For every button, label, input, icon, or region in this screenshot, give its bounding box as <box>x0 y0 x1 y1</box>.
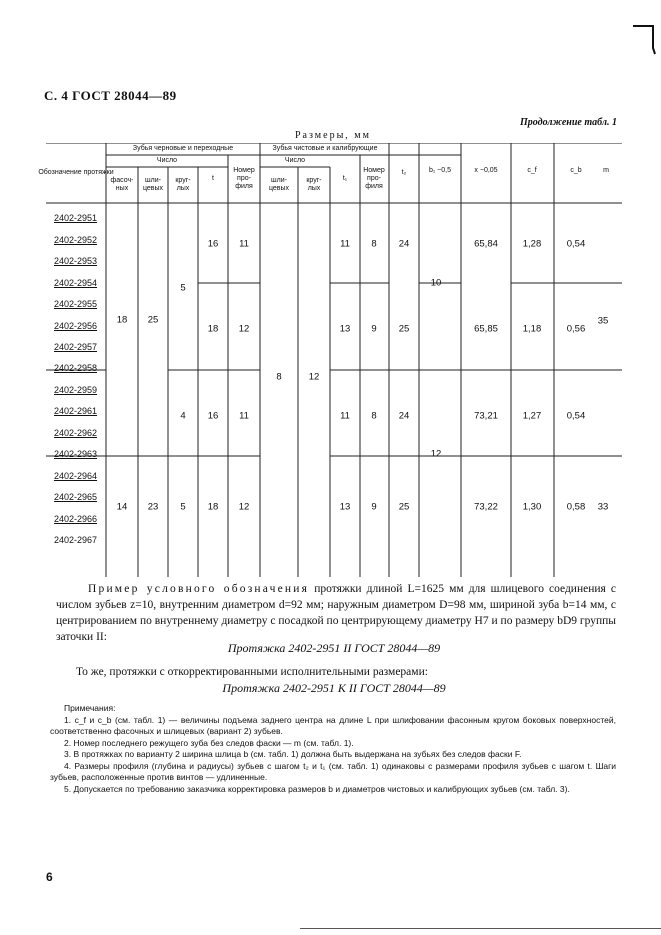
spline-count-b: 23 <box>147 501 159 513</box>
m-2: 33 <box>597 501 609 513</box>
cb-header: c_b <box>570 167 582 174</box>
pitch-t1-4: 13 <box>339 501 351 513</box>
cb-1: 0,54 <box>566 238 586 250</box>
example-body: протяжки длиной L=1625 мм для шлицевого соединения с числом зубьев z=10, внутренним диаметром d=92 мм; наружным диаметром D=98 мм, шириной зуба b=14 мм, с центрированием по внутреннему диаметру с посадкой по центрирующему диаметру H7 и по размеру bD9 группы заточки II: <box>56 583 616 643</box>
chamfer-count-header: фасоч- ных <box>110 177 134 192</box>
designation-2966: 2402-2966 <box>54 514 98 524</box>
bottom-rule <box>300 928 661 929</box>
designation-2965: 2402-2965 <box>54 492 98 502</box>
spline-count-header: шли- цевых <box>142 177 164 192</box>
profile-no-1: 11 <box>239 238 249 250</box>
pitch-t1-header: t₁ <box>342 175 348 182</box>
profile-no-2: 12 <box>238 323 250 335</box>
example-designation: Протяжка 2402-2951 II ГОСТ 28044—89 <box>227 641 441 655</box>
designation-2967: 2402-2967 <box>54 535 98 545</box>
note-5: 5. Допускается по требованию заказчика корректировка размеров b и диаметров чистовых и калибрующих зубьев (см. табл. 3). <box>64 783 570 794</box>
note-1: 1. c_f и c_b (см. табл. 1) — величины подъема заднего центра на длине L при шлифовании фасонным кругом боковых поверхностей, соответственно фасочных и шлицевых (вариант 2) зубьев. <box>50 714 616 736</box>
designation-2951: 2402-2951 <box>54 213 98 223</box>
designation-2953: 2402-2953 <box>54 256 98 266</box>
designation-2958: 2402-2958 <box>54 363 98 373</box>
designation-2955: 2402-2955 <box>54 299 98 309</box>
designation-2963: 2402-2963 <box>54 449 98 459</box>
round-count-a: 5 <box>180 282 186 294</box>
same-corrected-line: То же, протяжки с откорректированными исполнительными размерами: <box>76 666 428 678</box>
x-1: 65,84 <box>474 238 498 250</box>
x-2: 65,85 <box>474 323 498 335</box>
designation-header: Обозначение протяжки <box>38 169 114 176</box>
b1-b: 12 <box>430 448 442 460</box>
cf-3: 1,27 <box>522 410 542 422</box>
example-title: Пример условного обозначения <box>88 583 310 595</box>
profile-finish-1: 8 <box>371 238 377 250</box>
notes-title: Примечания: <box>64 703 116 713</box>
pitch-t2-1: 24 <box>398 238 410 250</box>
cf-1: 1,28 <box>522 238 542 250</box>
pitch-t2-2: 25 <box>398 323 410 335</box>
designation-2961: 2402-2961 <box>54 406 98 416</box>
cf-2: 1,18 <box>522 323 542 335</box>
corrected-designation: Протяжка 2402-2951 К II ГОСТ 28044—89 <box>222 681 446 695</box>
cb-3: 0,54 <box>566 410 586 422</box>
designation-2964: 2402-2964 <box>54 471 98 481</box>
table-continuation-label: Продолжение табл. 1 <box>519 117 617 128</box>
example-paragraph <box>56 581 616 645</box>
pitch-t2-header: t₂ <box>401 169 407 176</box>
designation-2956: 2402-2956 <box>54 321 98 331</box>
pitch-t-1: 16 <box>207 238 219 250</box>
page-reference: С. 4 ГОСТ 28044—89 <box>44 88 177 103</box>
pitch-t-2: 18 <box>207 323 219 335</box>
note-3: 3. В протяжках по варианту 2 ширина шлица b (см. табл. 1) должна быть выдержана на зубьях без следов фаски F. <box>64 749 522 759</box>
pitch-t2-4: 25 <box>398 501 410 513</box>
cb-2: 0,56 <box>566 323 586 335</box>
page-number: 6 <box>46 870 53 884</box>
designation-2952: 2402-2952 <box>54 235 98 245</box>
designation-2957: 2402-2957 <box>54 342 98 352</box>
pitch-t1-3: 11 <box>340 410 350 422</box>
x-3: 73,21 <box>474 410 498 422</box>
broach-dimensions-table <box>38 143 622 577</box>
profile-number-header: Номер про- филя <box>233 167 255 190</box>
round-finish-count: 12 <box>308 371 320 383</box>
chamfer-count-b: 14 <box>116 501 128 513</box>
pitch-t-4: 18 <box>207 501 219 513</box>
cb-4: 0,58 <box>566 501 586 513</box>
b1-header: b₁ −0,5 <box>428 167 452 174</box>
cf-header: c_f <box>527 167 537 174</box>
profile-finish-3: 8 <box>371 410 377 422</box>
pitch-t-3: 16 <box>207 410 219 422</box>
m-header: m <box>603 167 609 174</box>
notes-section <box>50 703 616 795</box>
round-count-c: 4 <box>180 410 186 422</box>
x-4: 73,22 <box>474 501 498 513</box>
b1-a: 10 <box>430 277 442 289</box>
designation-2954: 2402-2954 <box>54 278 98 288</box>
count-finish-header: Число <box>284 157 306 164</box>
dimensions-caption: Размеры, мм <box>295 130 371 141</box>
profile-finish-2: 9 <box>371 323 377 335</box>
round-count-header: круг- лых <box>175 177 191 192</box>
round-finish-header: круг- лых <box>306 177 322 192</box>
designation-2959: 2402-2959 <box>54 385 98 395</box>
spline-count-a: 25 <box>147 314 159 326</box>
x-header: x −0,05 <box>474 167 498 174</box>
pitch-t-header: t <box>212 175 214 182</box>
note-2: 2. Номер последнего режущего зуба без следов фаски — m (см. табл. 1). <box>64 737 354 748</box>
corner-mark-icon <box>631 18 661 58</box>
profile-no-4: 12 <box>238 501 250 513</box>
pitch-t1-1: 11 <box>340 238 350 250</box>
m-1: 35 <box>597 315 609 327</box>
profile-number-finish-header: Номер про- филя <box>363 167 385 190</box>
profile-finish-4: 9 <box>371 501 377 513</box>
count-header: Число <box>156 157 178 164</box>
round-count-b: 5 <box>180 501 186 513</box>
spline-finish-count: 8 <box>276 371 282 383</box>
rough-teeth-group-header: Зубья черновые и переходные <box>132 145 234 152</box>
profile-no-3: 11 <box>239 410 249 422</box>
pitch-t2-3: 24 <box>398 410 410 422</box>
note-4: 4. Размеры профиля (глубина и радиусы) зубьев с шагом t₂ и t₁ (см. табл. 1) одинаковы с размерами профиля зубьев с шагом t. Шаги зубьев, расположенные против винтов — удлиненные. <box>50 760 616 782</box>
spline-finish-header: шли- цевых <box>268 177 290 192</box>
pitch-t1-2: 13 <box>339 323 351 335</box>
designation-2962: 2402-2962 <box>54 428 98 438</box>
finish-teeth-group-header: Зубья чистовые и калибрующие <box>272 145 378 152</box>
chamfer-count-a: 18 <box>116 314 128 326</box>
cf-4: 1,30 <box>522 501 542 513</box>
